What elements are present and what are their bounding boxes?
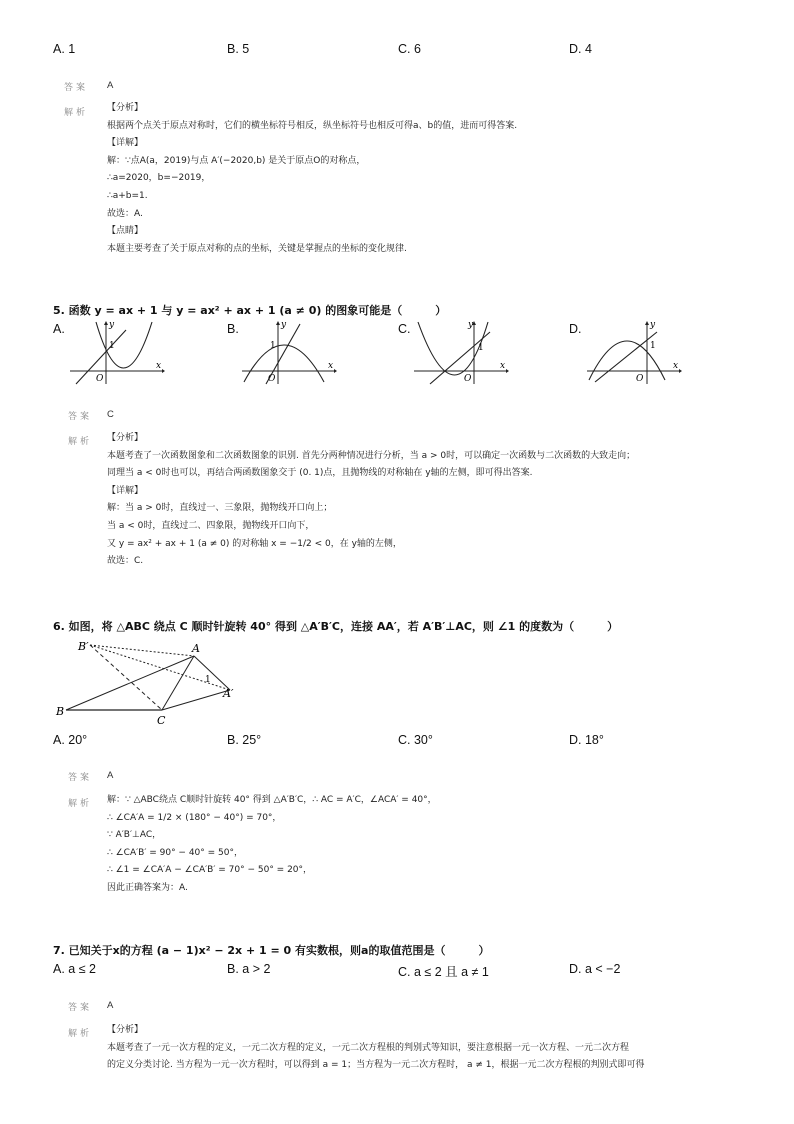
- q7-line: 本题考查了一元一次方程的定义，一元二次方程的定义，一元二次方程根的判别式等知识，要注意根据一元一次方程、一元二次方程: [107, 1042, 630, 1053]
- q5-line: 【详解】: [107, 485, 144, 496]
- q5-line: 又 y = ax² + ax + 1 (a ≠ 0) 的对称轴 x = −1/2 < 0，在 y轴的左侧，: [107, 538, 402, 549]
- q5-answer-label: 答案: [68, 412, 93, 422]
- q5-line: 当 a < 0时，直线过二、四象限，抛物线开口向下，: [107, 520, 315, 531]
- q6-option-d: D. 18°: [569, 733, 604, 747]
- q4-analysis: [107, 100, 517, 258]
- q6-line: ∴ ∠1 = ∠CA′A − ∠CA′B′ = 70° − 50° = 20°，: [107, 865, 313, 876]
- q5-line: 本题考查了一次函数图象和二次函数图象的识别. 首先分两种情况进行分析，当 a > 0时，可以确定一次函数与二次函数的大致走向；: [107, 450, 636, 461]
- graph-origin: O: [268, 374, 276, 384]
- q4-line: 本题主要考查了关于原点对称的点的坐标，关键是掌握点的坐标的变化规律.: [107, 243, 407, 254]
- graph-x-label: x: [673, 361, 679, 371]
- fig-label-b-prime: B′: [78, 640, 89, 653]
- q6-question: 6. 如图，将 △ABC 绕点 C 顺时针旋转 40° 得到 △A′B′C，连接 AA′，若 A′B′⊥AC，则 ∠1 的度数为（ ）: [53, 620, 619, 633]
- q6-option-c: C. 30°: [398, 733, 433, 747]
- graph-x-label: x: [328, 361, 334, 371]
- q4-line: 根据两个点关于原点对称时，它们的横坐标符号相反，纵坐标符号也相反可得a、b的值，进而可得答案.: [107, 120, 518, 131]
- q4-option-c: C. 6: [398, 42, 421, 56]
- graph-x-label: x: [156, 361, 162, 371]
- q6-line: ∵ A′B′⊥AC，: [107, 830, 162, 841]
- graph-y-label: y: [281, 320, 287, 330]
- q6-line: 因此正确答案为：A.: [107, 882, 188, 893]
- graph-y-label: y: [109, 320, 115, 330]
- fig-label-a-prime: A′: [223, 687, 234, 700]
- q4-line: ∴a+b=1.: [107, 190, 148, 201]
- q5-graph-label-a: A.: [53, 322, 65, 336]
- q4-line: 【分析】: [107, 103, 144, 113]
- q7-line: 的定义分类讨论. 当方程为一元一次方程时，可以得到 a = 1；当方程为一元二次方程时， a ≠ 1，根据一元二次方程根的判别式即可得: [107, 1060, 645, 1071]
- q6-analysis: [107, 792, 437, 898]
- q4-line: 故选：A.: [107, 208, 143, 219]
- q7-analysis-label: 解析: [68, 1029, 93, 1039]
- graph-origin: O: [96, 374, 104, 384]
- fig-label-a: A: [192, 642, 200, 655]
- q5-line: 【分析】: [107, 433, 144, 443]
- q4-line: 【详解】: [107, 138, 144, 149]
- q7-answer: A: [107, 1000, 114, 1011]
- q7-answer-label: 答案: [68, 1003, 93, 1013]
- q4-analysis-label: 解析: [64, 108, 89, 118]
- q7-option-d: D. a < −2: [569, 962, 621, 976]
- q7-option-a: A. a ≤ 2: [53, 962, 96, 976]
- q6-figure: [52, 636, 252, 726]
- graph-one: 1: [270, 341, 276, 351]
- q5-analysis: [107, 430, 635, 571]
- q4-line: 解：∵点A(a，2019)与点 A′(−2020,b) 是关于原点O的对称点，: [107, 155, 366, 166]
- q6-analysis-label: 解析: [68, 799, 93, 809]
- graph-x-label: x: [500, 361, 506, 371]
- q6-option-b: B. 25°: [227, 733, 262, 747]
- q7-question: 7. 已知关于x的方程 (a − 1)x² − 2x + 1 = 0 有实数根，则a的取值范围是（ ）: [53, 944, 490, 957]
- q5-graph-label-b: B.: [227, 322, 239, 336]
- graph-origin: O: [636, 374, 644, 384]
- q4-option-b: B. 5: [227, 42, 250, 56]
- q5-graph-a: [66, 318, 166, 388]
- q7-line: 【分析】: [107, 1025, 144, 1035]
- graph-one: 1: [650, 341, 656, 351]
- q4-line: ∴a=2020，b=−2019，: [107, 173, 211, 184]
- q5-line: 同理当 a < 0时也可以，再结合两函数图象交于 (0. 1)点，且抛物线的对称轴在 y轴的左侧，即可得出答案.: [107, 468, 533, 479]
- q5-answer: C: [107, 409, 114, 420]
- q4-option-d: D. 4: [569, 42, 592, 56]
- q6-answer-label: 答案: [68, 773, 93, 783]
- fig-label-b: B: [56, 705, 65, 718]
- q6-option-a: A. 20°: [53, 733, 88, 747]
- q5-graph-d: [583, 318, 683, 388]
- q6-line: 解：∵ △ABC绕点 C顺时针旋转 40° 得到 △A′B′C，∴ AC = A′C，∠ACA′ = 40°，: [107, 795, 437, 805]
- fig-label-c: C: [157, 714, 166, 726]
- q5-question: 5. 函数 y = ax + 1 与 y = ax² + ax + 1 (a ≠ 0) 的图象可能是（ ）: [53, 304, 447, 317]
- q5-graph-b: [238, 318, 338, 388]
- q7-option-b: B. a > 2: [227, 962, 271, 976]
- graph-one: 1: [478, 343, 484, 353]
- q5-line: 故选：C.: [107, 556, 144, 567]
- graph-y-label: y: [650, 320, 656, 330]
- q5-graph-label-c: C.: [398, 322, 411, 336]
- q6-line: ∴ ∠CA′A = 1/2 × (180° − 40°) = 70°，: [107, 812, 282, 823]
- graph-y-label: y: [468, 320, 474, 330]
- q5-graph-label-d: D.: [569, 322, 582, 336]
- q5-graph-c: [410, 318, 510, 388]
- graph-one: 1: [109, 341, 115, 351]
- q7-option-c: C. a ≤ 2 且 a ≠ 1: [398, 965, 489, 979]
- q4-line: 【点睛】: [107, 226, 144, 237]
- q7-analysis: [107, 1022, 644, 1075]
- q5-analysis-label: 解析: [68, 437, 93, 447]
- q6-answer: A: [107, 770, 114, 781]
- q5-line: 解：当 a > 0时，直线过一、三象限，抛物线开口向上；: [107, 503, 333, 514]
- fig-label-angle-1: 1: [205, 675, 211, 685]
- q4-answer: A: [107, 80, 114, 91]
- q4-answer-label: 答案: [64, 83, 89, 93]
- q4-option-a: A. 1: [53, 42, 76, 56]
- graph-origin: O: [464, 374, 472, 384]
- q6-line: ∴ ∠CA′B′ = 90° − 40° = 50°，: [107, 847, 244, 858]
